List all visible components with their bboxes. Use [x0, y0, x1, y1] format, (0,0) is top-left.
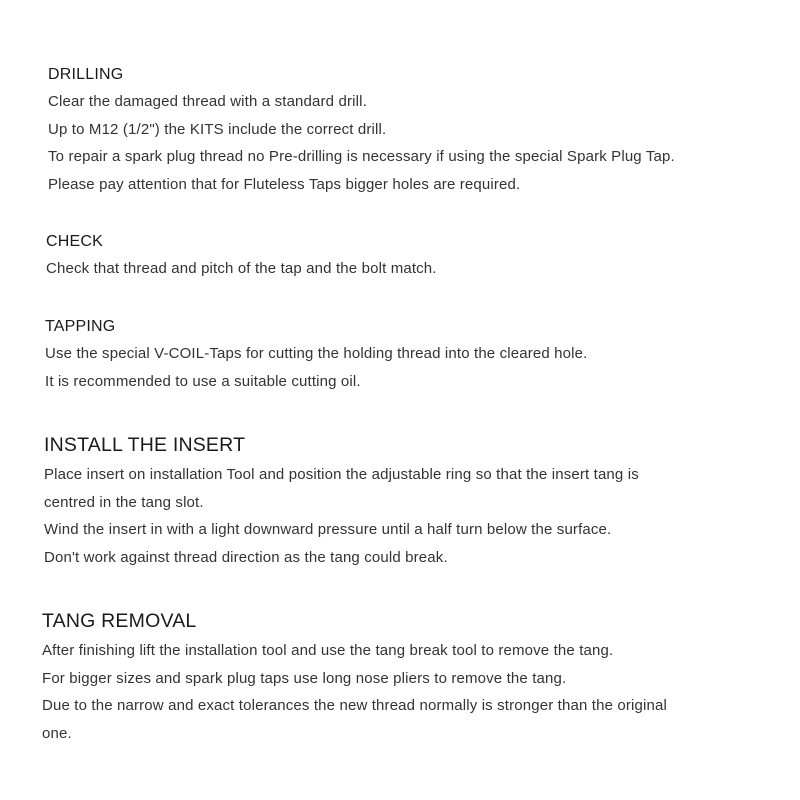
tang-line-1: After finishing lift the installation tool and use the tang break tool to remove the tang. — [42, 642, 614, 659]
heading-drilling: DRILLING — [48, 66, 124, 83]
tang-line-3: Due to the narrow and exact tolerances the new thread normally is stronger than the original — [42, 697, 667, 714]
install-line-2: centred in the tang slot. — [44, 493, 204, 511]
check-line-1: Check that thread and pitch of the tap and the bolt match. — [46, 260, 437, 277]
tapping-line-1: Use the special V-COIL-Taps for cutting the holding thread into the cleared hole. — [45, 345, 588, 362]
section-check — [46, 231, 800, 283]
heading-install-the-insert: INSTALL THE INSERT — [44, 434, 246, 456]
section-install-the-insert — [44, 432, 800, 571]
tang-line-4: one. — [42, 724, 72, 742]
tapping-line-2: It is recommended to use a suitable cutting oil. — [45, 372, 361, 390]
install-line-1: Place insert on installation Tool and position the adjustable ring so that the insert tang is — [44, 466, 639, 483]
section-tapping — [45, 316, 800, 395]
tang-line-2: For bigger sizes and spark plug taps use long nose pliers to remove the tang. — [42, 669, 567, 687]
heading-tang-removal: TANG REMOVAL — [42, 610, 197, 632]
install-line-3: Wind the insert in with a light downward pressure until a half turn below the surface. — [44, 521, 612, 538]
install-line-4: Don't work against thread direction as the tang could break. — [44, 548, 448, 566]
heading-check: CHECK — [46, 233, 104, 250]
drilling-line-2: Up to M12 (1/2") the KITS include the correct drill. — [48, 120, 387, 138]
drilling-line-4: Please pay attention that for Fluteless Taps bigger holes are required. — [48, 175, 521, 193]
section-tang-removal — [42, 608, 800, 747]
heading-tapping: TAPPING — [45, 318, 116, 335]
drilling-line-3: To repair a spark plug thread no Pre-drilling is necessary if using the special Spark Plug Tap. — [48, 148, 675, 165]
drilling-line-1: Clear the damaged thread with a standard drill. — [48, 93, 367, 110]
section-drilling — [48, 64, 800, 198]
